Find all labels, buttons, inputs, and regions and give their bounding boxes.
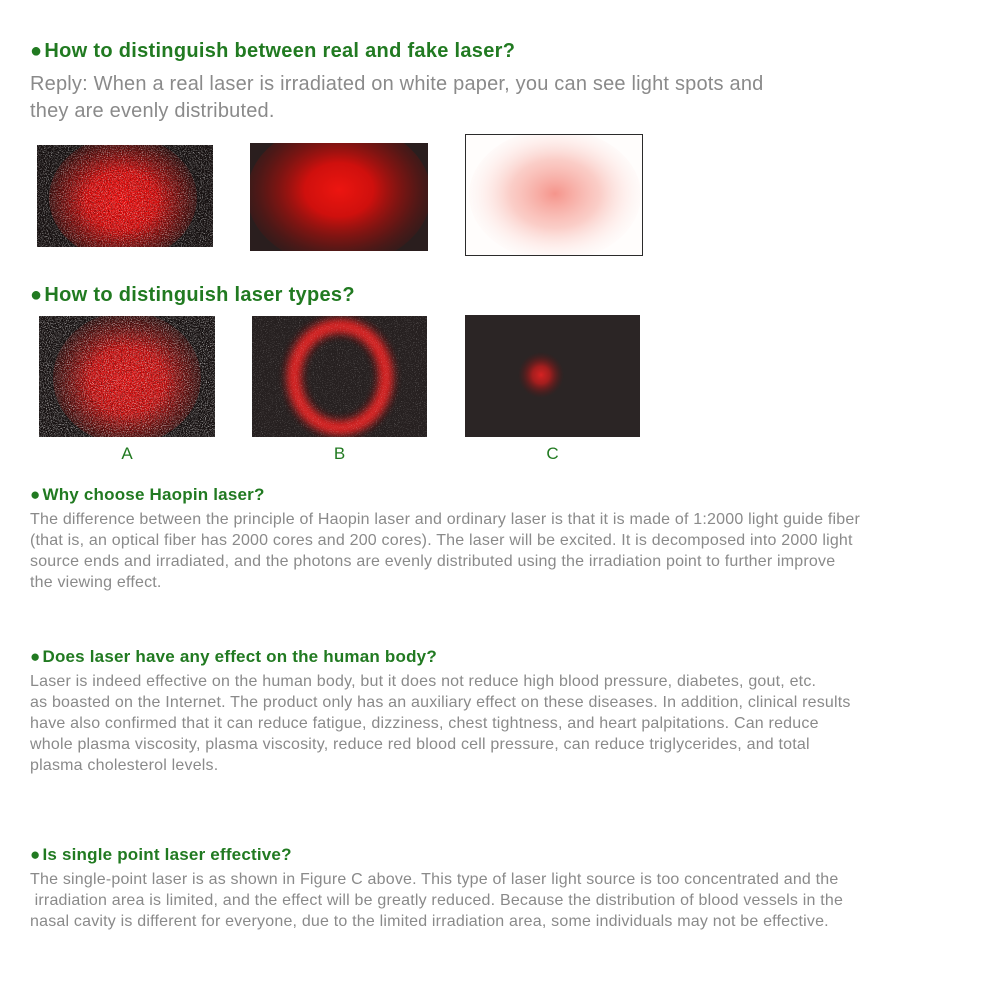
- question-heading-text: How to distinguish laser types?: [44, 284, 355, 306]
- section-heading-text: Is single point laser effective?: [42, 845, 292, 864]
- paragraph-line: whole plasma viscosity, plasma viscosity, reduce red blood cell pressure, can reduce triglycerides, and total: [30, 736, 810, 753]
- paragraph-line: the viewing effect.: [30, 574, 162, 591]
- laser-type-b-ring-image: [252, 316, 427, 437]
- section-human-body-heading: [30, 647, 437, 667]
- section-single-point-heading: [30, 845, 292, 865]
- image-label-b: B: [333, 444, 346, 463]
- section-single-point-paragraph: [30, 869, 843, 932]
- paragraph-line: (that is, an optical fiber has 2000 cores and 200 cores). The laser will be excited. It is decomposed into 2000 light: [30, 532, 853, 549]
- paragraph-line: nasal cavity is different for everyone, due to the limited irradiation area, some individuals may not be effective.: [30, 913, 829, 930]
- question-heading-text: How to distinguish between real and fake laser?: [44, 40, 516, 62]
- real-laser-speckled-spot-image: [37, 145, 213, 247]
- bullet-icon: ●: [30, 284, 43, 306]
- laser-type-c-single-dot-image: [465, 315, 640, 437]
- paragraph-line: have also confirmed that it can reduce fatigue, dizziness, chest tightness, and heart palpitations. Can reduce: [30, 715, 819, 732]
- bullet-icon: ●: [30, 485, 41, 504]
- section-heading-text: Why choose Haopin laser?: [42, 485, 265, 504]
- laser-type-a-speckled-spot-image: [39, 316, 215, 437]
- laser-spot-on-white-paper-image: [465, 134, 643, 256]
- fake-laser-blurred-spot-image: [250, 143, 428, 251]
- reply-text: [30, 71, 763, 125]
- section-human-body-paragraph: [30, 671, 851, 776]
- image-label-c: C: [546, 444, 559, 463]
- section-heading-text: Does laser have any effect on the human body?: [42, 647, 437, 666]
- bullet-icon: ●: [30, 40, 43, 62]
- paragraph-line: Laser is indeed effective on the human body, but it does not reduce high blood pressure, diabetes, gout, etc.: [30, 673, 817, 690]
- reply-line: they are evenly distributed.: [30, 100, 275, 122]
- reply-line: Reply: When a real laser is irradiated on white paper, you can see light spots and: [30, 73, 764, 95]
- section-why-choose-heading: [30, 485, 265, 505]
- paragraph-line: The difference between the principle of Haopin laser and ordinary laser is that it is made of 1:2000 light guide fiber: [30, 511, 861, 528]
- paragraph-line: irradiation area is limited, and the effect will be greatly reduced. Because the distribution of blood vessels in the: [30, 892, 844, 909]
- bullet-icon: ●: [30, 845, 41, 864]
- paragraph-line: as boasted on the Internet. The product only has an auxiliary effect on these diseases. In addition, clinical results: [30, 694, 851, 711]
- bullet-icon: ●: [30, 647, 41, 666]
- paragraph-line: plasma cholesterol levels.: [30, 757, 219, 774]
- paragraph-line: The single-point laser is as shown in Figure C above. This type of laser light source is too concentrated and the: [30, 871, 839, 888]
- question-laser-types-heading: [30, 284, 355, 307]
- image-label-a: A: [121, 444, 133, 463]
- section-why-choose-paragraph: [30, 509, 860, 593]
- question-real-vs-fake-heading: [30, 40, 515, 63]
- paragraph-line: source ends and irradiated, and the photons are evenly distributed using the irradiation point to further improve: [30, 553, 836, 570]
